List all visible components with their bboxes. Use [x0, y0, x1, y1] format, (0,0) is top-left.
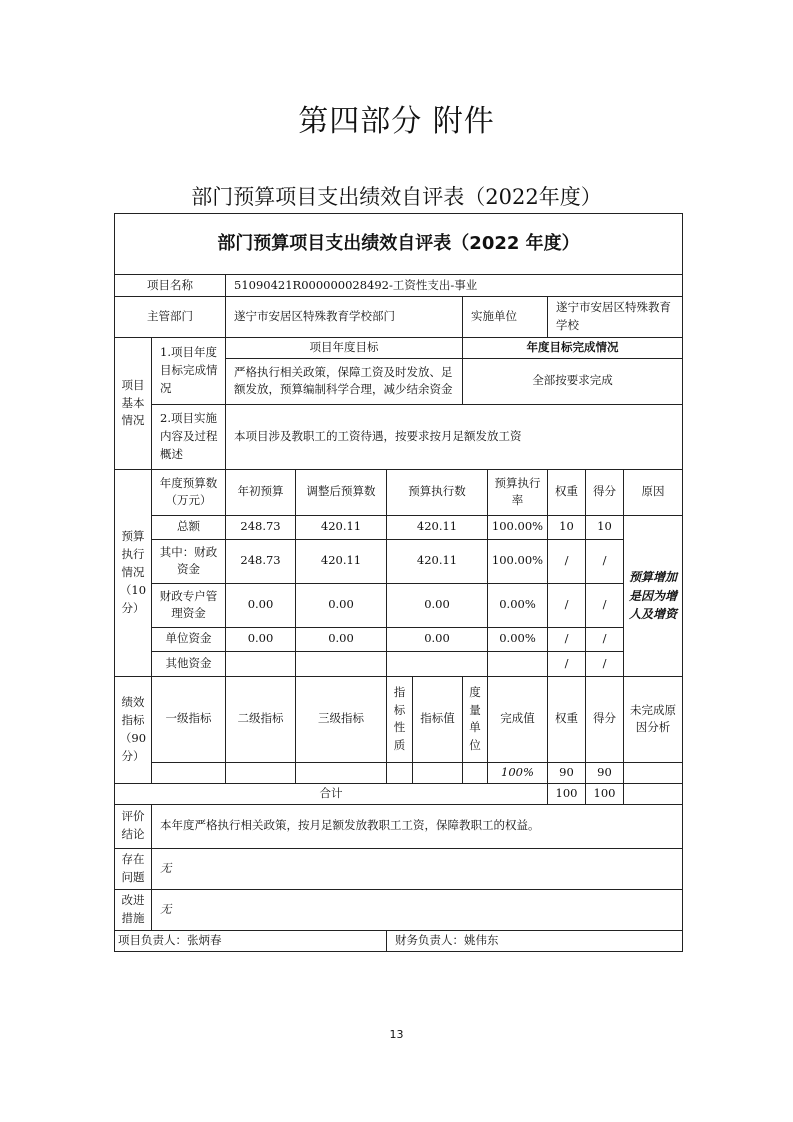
- completed-value-header: 完成值: [488, 676, 548, 762]
- adjusted-budget-header: 调整后预算数: [296, 469, 387, 515]
- budget-reason-text: 预算增加是因为增人及增资: [624, 515, 683, 676]
- score-header: 得分: [586, 469, 624, 515]
- budget-amount-header: 年度预算数（万元）: [152, 469, 226, 515]
- rate-value: 0.00%: [488, 627, 548, 651]
- basic-section-label: 项目基本情况: [115, 338, 152, 470]
- completion-header: 年度目标完成情况: [463, 338, 683, 359]
- rate-value: [488, 651, 548, 676]
- row-label: 其他资金: [152, 651, 226, 676]
- score-value: /: [586, 583, 624, 627]
- score-value: /: [586, 627, 624, 651]
- initial-value: [226, 651, 296, 676]
- page-number: 13: [389, 1028, 404, 1041]
- conclusion-tail: 按月足额发放教职工工资，保障教职工的权益。: [298, 818, 540, 833]
- measure-unit-header: 度量单位: [463, 676, 488, 762]
- conclusion-text: [152, 804, 683, 848]
- executed-value: 0.00: [387, 583, 488, 627]
- project-lead: 项目负责人：张炳春: [115, 930, 387, 951]
- completed-value: 100%: [488, 762, 548, 783]
- table-row: [115, 515, 683, 539]
- improve-text: 无: [152, 889, 683, 930]
- goal-completion-label: 1.项目年度目标完成情况: [152, 338, 226, 405]
- level2-indicator-header: 二级指标: [226, 676, 296, 762]
- executed-value: 0.00: [387, 627, 488, 651]
- score-value: 10: [586, 515, 624, 539]
- initial-value: 248.73: [226, 539, 296, 583]
- completion-text: 全部按要求完成: [463, 358, 683, 404]
- table-title: 部门预算项目支出绩效自评表（2022 年度）: [115, 214, 683, 275]
- annual-goal-header: 项目年度目标: [226, 338, 463, 359]
- weight-value: /: [548, 539, 586, 583]
- weight-value: /: [548, 651, 586, 676]
- performance-section-label: 绩效指标（90分）: [115, 676, 152, 783]
- dept-value: 遂宁市安居区特殊教育学校部门: [226, 297, 463, 338]
- improve-label: 改进措施: [115, 889, 152, 930]
- weight-header: 权重: [548, 469, 586, 515]
- initial-value: 0.00: [226, 627, 296, 651]
- total-score: 100: [586, 783, 624, 804]
- indicator-nature-header: 指标性质: [387, 676, 413, 762]
- project-name-label: 项目名称: [115, 275, 226, 297]
- total-label: 合计: [115, 783, 548, 804]
- budget-section-label: 预算执行情况（10分）: [115, 469, 152, 676]
- project-name-value: 51090421R000000028492-工资性支出-事业: [226, 275, 683, 297]
- weight-value: /: [548, 627, 586, 651]
- rate-value: 0.00%: [488, 583, 548, 627]
- initial-budget-header: 年初预算: [226, 469, 296, 515]
- page-title: 第四部分 附件: [298, 104, 495, 139]
- executed-value: 420.11: [387, 515, 488, 539]
- score-value: /: [586, 539, 624, 583]
- table-caption: 部门预算项目支出绩效自评表（2022年度）: [191, 185, 602, 209]
- annual-goal-text: 严格执行相关政策，保障工资及时发放、足额发放，预算编制科学合理，减少结余资金: [226, 358, 463, 404]
- rate-value: 100.00%: [488, 539, 548, 583]
- executed-value: [387, 651, 488, 676]
- conclusion-mid: 严格执行相关政策，: [194, 818, 298, 833]
- table-row: [115, 583, 683, 627]
- table-row: [115, 627, 683, 651]
- weight-value: 10: [548, 515, 586, 539]
- dept-label: 主管部门: [115, 297, 226, 338]
- row-label: 财政专户管理资金: [152, 583, 226, 627]
- self-evaluation-table: [114, 213, 683, 952]
- reason-header: 原因: [624, 469, 683, 515]
- perf-score-header: 得分: [586, 676, 624, 762]
- row-label: 其中：财政资金: [152, 539, 226, 583]
- table-row: [115, 539, 683, 583]
- exec-rate-header: 预算执行率: [488, 469, 548, 515]
- executed-budget-header: 预算执行数: [387, 469, 488, 515]
- conclusion-label: 评价结论: [115, 804, 152, 848]
- row-label: 单位资金: [152, 627, 226, 651]
- rate-value: 100.00%: [488, 515, 548, 539]
- adjusted-value: [296, 651, 387, 676]
- table-row: [115, 762, 683, 783]
- problems-label: 存在问题: [115, 848, 152, 889]
- adjusted-value: 420.11: [296, 539, 387, 583]
- adjusted-value: 0.00: [296, 583, 387, 627]
- initial-value: 248.73: [226, 515, 296, 539]
- incomplete-analysis-header: 未完成原因分析: [624, 676, 683, 762]
- impl-content-label: 2.项目实施内容及过程概述: [152, 404, 226, 469]
- table-row: [115, 651, 683, 676]
- initial-value: 0.00: [226, 583, 296, 627]
- problems-text: 无: [152, 848, 683, 889]
- indicator-value-header: 指标值: [413, 676, 463, 762]
- level3-indicator-header: 三级指标: [296, 676, 387, 762]
- perf-weight-header: 权重: [548, 676, 586, 762]
- conclusion-lead: 本年度: [160, 818, 195, 833]
- level1-indicator-header: 一级指标: [152, 676, 226, 762]
- perf-score-value: 90: [586, 762, 624, 783]
- impl-content-text: 本项目涉及教职工的工资待遇，按要求按月足额发放工资: [226, 404, 683, 469]
- perf-weight-value: 90: [548, 762, 586, 783]
- impl-unit-label: 实施单位: [463, 297, 548, 338]
- finance-lead: 财务负责人：姚伟东: [387, 930, 683, 951]
- weight-value: /: [548, 583, 586, 627]
- impl-unit-value: 遂宁市安居区特殊教育学校: [548, 297, 683, 338]
- adjusted-value: 0.00: [296, 627, 387, 651]
- row-label: 总额: [152, 515, 226, 539]
- executed-value: 420.11: [387, 539, 488, 583]
- score-value: /: [586, 651, 624, 676]
- total-weight: 100: [548, 783, 586, 804]
- adjusted-value: 420.11: [296, 515, 387, 539]
